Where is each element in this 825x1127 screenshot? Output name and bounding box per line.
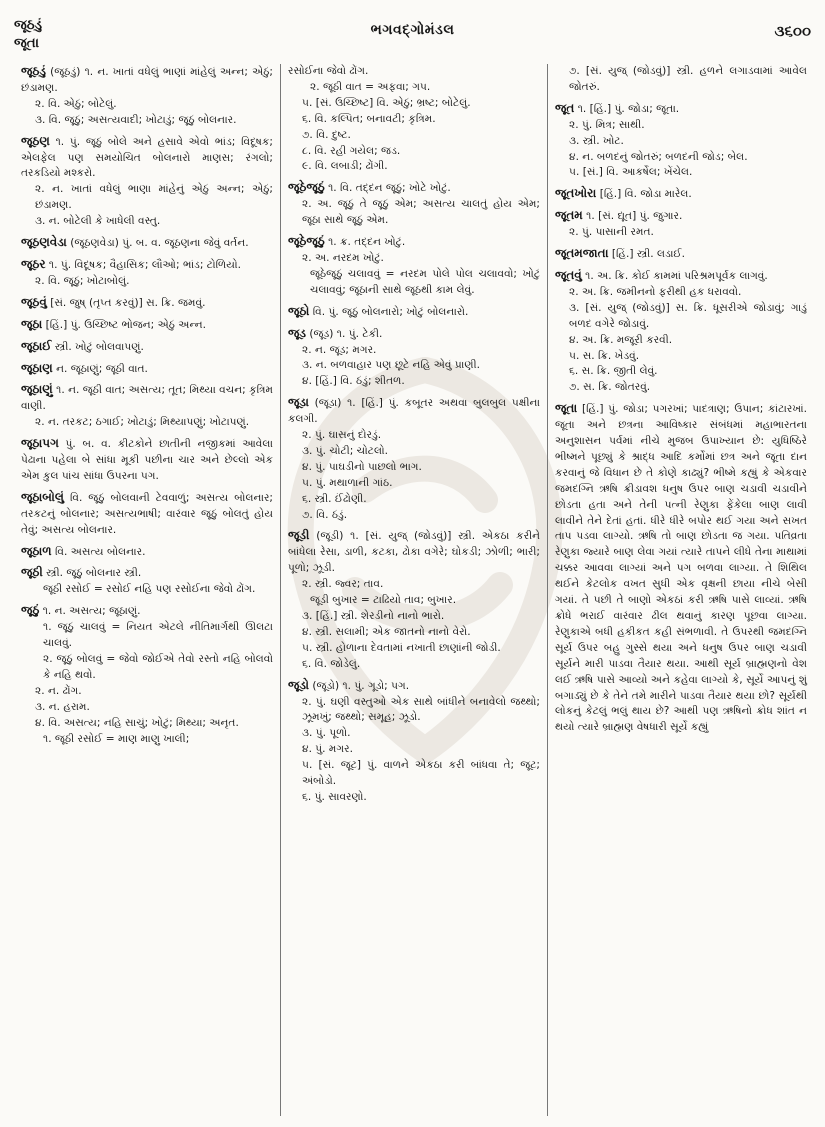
- entry-first-line: [555, 208, 807, 225]
- definition-text: ૪. ન. બળદનું જોતરું; બળદની જોડ; બેલ.: [569, 150, 748, 163]
- dictionary-entry: [21, 134, 273, 230]
- definition-text: [સં. જુષ્ (તૃપ્ત કરવું)] સ. ક્રિ. જમવું.: [50, 296, 206, 309]
- headword: જૂઠા: [21, 316, 43, 331]
- definition-text: ૭. સ. ક્રિ. જોતરવું.: [569, 381, 651, 394]
- entry-first-line: [21, 436, 273, 485]
- dictionary-entry: [21, 295, 273, 312]
- entry-first-line: [288, 395, 540, 428]
- definition-text: ૨. પું. ઘણી વસ્તુઓ એક સાથે બાંધીને બનાવેલો જથ્થો; ઝૂમખું; જથ્થો; સમૂહ; ઝૂડો.: [302, 695, 540, 724]
- definition-text: ૩. વિ. જૂઠું; અસત્યવાદી; ખોટાડું; જૂઠું બોલનાર.: [35, 113, 237, 126]
- definition-text: ૩. સ્ત્રી. ખોટ.: [569, 134, 624, 147]
- definition-text: સ્ત્રી. ખોટું બોલવાપણું.: [54, 340, 144, 353]
- entry-sense: [21, 182, 273, 214]
- dictionary-entry: [21, 490, 273, 539]
- definition-text: પું. બ. વ. કીટકોને છાતીની નજીકમાં આવેલા પેઢાના પહેલા બે સાંધા મૂકી પછીના ચાર અને છેલ્લો એક એમ કુલ પાંચ સાંધા ઉપરના પગ.: [21, 438, 274, 482]
- definition-text: ૨. પું. ઘાસનું દોરડું.: [302, 429, 382, 442]
- definition-text: (જૂડા) ૧. [હિં.] પું. કબૂતર અથવા બુલબુલ પક્ષીના કલગી.: [288, 397, 540, 426]
- headword: જૂઠી: [21, 565, 43, 580]
- headword: જૂઠણવેડા: [21, 235, 67, 250]
- dictionary-entry: [21, 339, 273, 356]
- entry-sense: [288, 144, 540, 160]
- entry-first-line: [21, 565, 273, 582]
- headword: જૂઠાણ: [21, 360, 53, 375]
- entry-first-line: [288, 678, 540, 695]
- running-title: ભગવદ્ગોમંડલ: [370, 22, 455, 38]
- definition-text: ૨. પું. પાસાની રમત.: [569, 226, 654, 239]
- definition-text: રસોઈના જેવો ઢોંગ.: [288, 65, 369, 77]
- dictionary-entry: [555, 208, 807, 241]
- entry-sense: [21, 214, 273, 230]
- page-header: [14, 8, 811, 54]
- entry-sense: [288, 508, 540, 524]
- definition-text: વિ. જૂઠું બોલવાની ટેવવાળું; અસત્ય બોલનાર; તરકટનું બોલનાર; અસત્યભાષી; વારંવાર જૂઠું બોલતું હોય તેવું; અસત્ય બોલનાર.: [21, 491, 273, 536]
- entry-sense: [288, 251, 540, 267]
- entry-sense: [21, 582, 273, 598]
- definition-text: ૩. પું. પૂળો.: [302, 727, 351, 740]
- definition-text: ૬. પું. સાવરણો.: [302, 790, 367, 803]
- dictionary-entry: [288, 234, 540, 299]
- definition-text: ૨. અ. જૂઠું તે જૂઠું એમ; અસત્ય ચાલતું હોય એમ; જૂઠા સાથે જૂઠું એમ.: [302, 198, 540, 227]
- entry-sense: [21, 274, 273, 290]
- dictionary-entry: [288, 326, 540, 391]
- definition-text: ૮. વિ. રહી ગયેલ; જડ.: [302, 144, 401, 157]
- headword: જૂઠાબોલું: [21, 489, 64, 504]
- definition-text: ૨. ન. જૂડ; મગર.: [302, 343, 377, 356]
- definition-text: ૨. વિ. જૂઠું; ખોટાબોલું.: [35, 274, 130, 287]
- definition-text: ૧. [હિં.] પું. જોડા; જૂતા.: [577, 102, 680, 115]
- entry-sense: [555, 301, 807, 333]
- dictionary-entry: [21, 382, 273, 431]
- definition-text: ૪. પું. પાઘડીનો પાછલો ભાગ.: [302, 460, 422, 473]
- entry-first-line: [288, 528, 540, 577]
- entry-sense: [288, 80, 540, 96]
- definition-text: ૩. ન. બળવાહાર પણ છૂટે નહિ એવું પ્રાણી.: [302, 359, 480, 372]
- entry-first-line: [555, 401, 807, 736]
- entry-first-line: [21, 295, 273, 312]
- entry-sense: [21, 700, 273, 716]
- entry-first-line: [21, 235, 273, 252]
- definition-text: ૨. અ. નરદમ ખોટું.: [302, 251, 384, 264]
- headword: જૂઠવું: [21, 294, 47, 309]
- headword: જૂડા: [288, 395, 309, 410]
- entry-sense: [288, 726, 540, 742]
- definition-text: ૭. વિ. દુષ્ટ.: [302, 128, 351, 141]
- entry-sense: [288, 128, 540, 144]
- entry-sense: [555, 118, 807, 134]
- definition-text: ૨. ન. તરકટ; ઠગાઈ; ખોટાડું; મિથ્યાપણું; ખોટાપણું.: [35, 416, 250, 429]
- dictionary-entry: [555, 246, 807, 263]
- entry-first-line: [288, 304, 540, 321]
- headword: જૂતા: [555, 401, 578, 416]
- entry-sense: [288, 476, 540, 492]
- dictionary-entry: [555, 268, 807, 396]
- definition-text: ૬. સ્ત્રી. ઈંઢોણી.: [302, 492, 367, 505]
- entry-first-line: [21, 603, 273, 620]
- headword: જૂતવું: [555, 267, 582, 282]
- entry-sense: [288, 593, 540, 609]
- headword: જૂતખોરા: [555, 186, 597, 201]
- guide-word-first: જૂઠડું: [14, 17, 43, 33]
- dictionary-entry: [288, 528, 540, 672]
- headword: જૂઠો: [288, 303, 310, 318]
- definition-text: ૨. જૂઠું બોલવું = જેવો જોઈએ તેવો રસ્તો નહિ બોલવો કે નહિ થવો.: [43, 653, 273, 681]
- definition-text: ૨. ન. ઢોંગ.: [35, 684, 82, 697]
- entry-sense: [21, 620, 273, 652]
- entry-first-line: [288, 326, 540, 343]
- definition-text: ૨. વિ. એઠું; બોટેલું.: [35, 97, 117, 110]
- definition-text: (જૂડી) ૧. [સં. યુજ્ (જોડવું)] સ્ત્રી. એકઠા કરીને બાંધેલા રેસા, ડાળી, કટકા, ઢોકા વગેરે; ઘોકડી; ઝોળી; ભારી; પૂળો; ઝૂડી.: [288, 530, 541, 575]
- entry-sense: [21, 415, 273, 431]
- definition-text: [હિં.] વિ. જોડા મારેલ.: [599, 188, 692, 201]
- definition-text: ૧. પું. વિદૂષક; વૈહાસિક; લૌઓ; ભાંડ; ટોળિયો.: [48, 258, 241, 271]
- entry-sense: [21, 716, 273, 732]
- column-3: [547, 64, 814, 1116]
- definition-text: ૩. ન. હરામ.: [35, 700, 90, 713]
- entry-sense: [288, 96, 540, 112]
- dictionary-entry: [21, 436, 273, 485]
- entry-sense: [288, 460, 540, 476]
- entry-sense: [555, 165, 807, 181]
- entry-sense: [21, 732, 273, 748]
- entry-sense: [555, 134, 807, 150]
- definition-text: ૨. જૂઠી વાત = અફવા; ગપ.: [310, 80, 431, 93]
- dictionary-entry: [555, 401, 807, 736]
- entry-sense: [288, 374, 540, 390]
- entry-sense: [288, 343, 540, 359]
- entry-sense: [288, 695, 540, 727]
- dictionary-entry: [288, 304, 540, 321]
- headword: જૂઠાપગ: [21, 436, 59, 451]
- definition-text: ૧. [સં. દ્યૂત] પું. જુગાર.: [586, 210, 683, 223]
- definition-text: ૨. ન. ખાતાં વધેલું ભાણા માંહેનું એઠું અન્ન; એઠું; છંડામણ.: [35, 183, 273, 212]
- dictionary-entry: [21, 361, 273, 378]
- headword: જૂઠેજૂઠું: [288, 234, 325, 249]
- entry-first-line: [21, 257, 273, 274]
- definition-text: (જૂડ) ૧. પું. ટેકી.: [309, 327, 383, 340]
- definition-text: ૨. પું. મિત્ર; સાથી.: [569, 118, 645, 131]
- definition-text: ૯. વિ. લબાડી; ઢોંગી.: [302, 160, 388, 173]
- headword: જૂઠણ: [21, 133, 50, 148]
- definition-text: (જૂઠણવેડા) પું. બ. વ. જૂઠણના જેવું વર્તન.: [70, 237, 249, 250]
- dictionary-entry: [21, 317, 273, 334]
- definition-text: ૩. ન. બોટેલી કે ખાધેલી વસ્તુ.: [35, 215, 161, 228]
- entry-first-line: [21, 490, 273, 539]
- entry-sense: [288, 641, 540, 657]
- entry-sense: [21, 684, 273, 700]
- definition-text: ૧. ક્ર. તદ્દન ખોટું.: [328, 236, 406, 249]
- entry-sense: [555, 333, 807, 349]
- entry-first-line: [288, 64, 540, 80]
- definition-text: વિ. પું. જૂઠું બોલનારો; ખોટું બોલનારો.: [312, 305, 469, 318]
- entry-sense: [555, 364, 807, 380]
- entry-sense: [288, 657, 540, 673]
- entry-sense: [288, 197, 540, 229]
- entry-first-line: [555, 186, 807, 203]
- column-1: [14, 64, 280, 1116]
- entry-first-line: [21, 382, 273, 415]
- definition-text: ૩. [સં. યુજ્ (જોડવું)] સ. ક્રિ. ધૂસરીએ જોડાવું; ગાડું બળદ વગેરે જોડાવું.: [569, 301, 807, 330]
- entry-first-line: [21, 317, 273, 334]
- dictionary-entry: [288, 180, 540, 229]
- definition-text: ૪. પું. મગર.: [302, 743, 353, 756]
- entry-first-line: [555, 101, 807, 118]
- dictionary-entry: [21, 64, 273, 129]
- entry-first-line: [21, 64, 273, 97]
- dictionary-entry: [288, 678, 540, 806]
- definition-text: ૫. સ્ત્રી. હોળાના દેવતામાં નખાતી છાણાંની જોડી.: [302, 641, 501, 654]
- definition-text: ૫. [સં. ઉચ્છિષ્ટ] વિ. એઠું; ભ્રષ્ટ; બોટેલું.: [302, 96, 471, 109]
- definition-text: જૂઠી રસોઈ = રસોઈ નહિ પણ રસોઈના જેવો ઢોંગ.: [43, 583, 256, 596]
- dictionary-entry: [21, 565, 273, 598]
- entry-sense: [288, 159, 540, 175]
- dictionary-entry: [288, 64, 540, 175]
- definition-text: ૬. વિ. જોડેલું.: [302, 657, 361, 670]
- entry-sense: [288, 492, 540, 508]
- headword: જૂઠાણું: [21, 382, 53, 397]
- entry-sense: [288, 267, 540, 299]
- entry-sense: [555, 349, 807, 365]
- definition-text: ૧. જૂઠું ચાલવું = નિયત એટલે નીતિમાર્ગથી ઊલટા ચાલવું.: [43, 621, 273, 650]
- definition-text: [હિં.] પું. ઉચ્છિષ્ટ ભોજન; એઠું અન્ન.: [45, 318, 207, 331]
- definition-text: ૧. પું. જૂઠું બોલે અને હસાવે એવો ભાંડ; વિદૂષક; એલફેલ પણ સમયોચિત બોલનારો માણસ; રંગલો; તરકડિયો મશ્કરો.: [21, 135, 273, 180]
- page-number: ૩૬૦૦: [774, 22, 811, 40]
- definition-text: ન. જૂઠાણું; જૂઠી વાત.: [56, 362, 148, 375]
- entry-first-line: [555, 64, 807, 96]
- dictionary-entry: [21, 603, 273, 747]
- definition-text: વિ. અસત્ય બોલનાર.: [55, 545, 146, 558]
- definition-text: ૫. પું. મથાળાની ગાંઠ.: [302, 476, 393, 489]
- definition-text: ૩. પું. ચોટી; ચોટલો.: [302, 444, 388, 457]
- headword: જૂઠાઈ: [21, 338, 52, 353]
- entry-sense: [288, 609, 540, 625]
- definition-text: ૧. અ. ક્રિ. કોઈ કામમાં પરિશ્રમપૂર્વક લાગવું.: [585, 269, 768, 282]
- definition-text: ૩. [હિં.] સ્ત્રી. શેરડીનો નાનો ભારો.: [302, 610, 445, 622]
- definition-text: [હિં.] સ્ત્રી. લડાઈ.: [611, 248, 685, 261]
- entry-first-line: [288, 180, 540, 197]
- headword: જૂઠડું: [21, 64, 46, 78]
- entry-sense: [555, 150, 807, 166]
- definition-text: ૭. વિ. ઠંડું.: [302, 508, 348, 521]
- entry-first-line: [21, 134, 273, 183]
- definition-text: ૬. સ. ક્રિ. જીતી લેવું.: [569, 365, 658, 378]
- dictionary-entry: [555, 101, 807, 182]
- definition-text: ૧. જૂઠી રસોઈ = માણ માણુ ખાલી;: [43, 732, 190, 745]
- entry-first-line: [21, 339, 273, 356]
- dictionary-columns: [14, 64, 814, 1116]
- headword: જૂઠર: [21, 256, 46, 271]
- definition-text: (જૂઠડું) ૧. ન. ખાતાં વધેલું ભાણાં માંહેલું અન્ન; એઠું; છંડામણ.: [21, 66, 273, 94]
- headword: જૂત: [555, 100, 575, 115]
- entry-first-line: [21, 544, 273, 561]
- dictionary-entry: [288, 395, 540, 523]
- definition-text: જૂઠેજૂઠું ચલાવવું = નરદમ પોલે પોલ ચલાવવો; ખોટું ચલાવવું; જૂઠાની સાથે જૂઠથી કામ લેવું.: [310, 267, 540, 296]
- entry-first-line: [555, 268, 807, 285]
- definition-text: સ્ત્રી. જૂઠું બોલનાર સ્ત્રી.: [46, 567, 142, 580]
- dictionary-entry: [21, 544, 273, 561]
- dictionary-entry: [555, 64, 807, 96]
- headword: જૂઠાળ: [21, 543, 52, 558]
- headword: જૂતમજાતા: [555, 246, 609, 261]
- headword: જૂઠું: [21, 603, 40, 618]
- dictionary-entry: [21, 257, 273, 290]
- entry-sense: [288, 358, 540, 374]
- entry-sense: [21, 97, 273, 113]
- entry-sense: [288, 758, 540, 790]
- definition-text: ૫. [સં. જૂટ] પું. વાળને એકઠા કરી બાંધવા તે; જૂટ; અંબોડો.: [302, 759, 540, 788]
- entry-first-line: [21, 361, 273, 378]
- column-2: [280, 64, 547, 1116]
- definition-text: ૨. સ્ત્રી. જ્વર; તાવ.: [302, 578, 384, 591]
- definition-text: ૫. સ. ક્રિ. ખેડવું.: [569, 349, 640, 362]
- definition-text: ૭. [સં. યુજ્ (જોડવું)] સ્ત્રી. હળને લગાડવામાં આવેલ જોતરું.: [569, 65, 807, 93]
- entry-sense: [288, 790, 540, 806]
- definition-text: ૧. વિ. તદ્દન જૂઠું; ખોટે ખોટું.: [328, 182, 451, 195]
- entry-sense: [288, 742, 540, 758]
- entry-sense: [288, 577, 540, 593]
- headword: જૂતમ: [555, 208, 583, 223]
- definition-text: ૧. ન. જૂઠી વાત; અસત્ય; તૂત; મિથ્યા વચન; કૃત્રિમ વાણી.: [21, 384, 273, 413]
- definition-text: ૧. ન. અસત્ય; જૂઠાણું.: [42, 605, 141, 618]
- definition-text: ૪. [હિં.] વિ. ઠંડું; શીતળ.: [302, 375, 405, 388]
- dictionary-entry: [21, 235, 273, 252]
- definition-text: ૪. સ્ત્રી. સલામી; એક જાતનો નાનો વેરો.: [302, 625, 471, 638]
- entry-sense: [21, 652, 273, 684]
- definition-text: ૨. અ. ક્રિ. જમીનનો ફરીથી હક ધરાવવો.: [569, 285, 742, 298]
- dictionary-entry: [555, 186, 807, 203]
- definition-text: ૫. [સં.] વિ. આકર્ષેલ; ખેંચેલ.: [569, 166, 693, 179]
- entry-sense: [288, 112, 540, 128]
- entry-sense: [555, 225, 807, 241]
- headword: જૂડ: [288, 325, 306, 340]
- definition-text: [હિં.] પું. જોડા; પગરખાં; પાદત્રાણ; ઉપાન; કાંટારખાં. જૂતા અને છત્રના આવિષ્કાર સંબંધમાં મહાભારતના અનુશાસન પર્વમાં નીચે મુજબ ઉપાખ્યાન છે: યુધિષ્ઠિરે ભીષ્મને પૂછ્યું કે શ્રાદ્ધ આદિ કર્મોમાં છત્ર અને જૂતા દાન કરવાનું જે વિધાન છે તે કોણે કાઢ્યું? ભીષ્મે કહ્યું કે એકવાર જમદગ્નિ ઋષિ ક્રીડાવશ ધનુષ ઉપર બાણ ચડાવી ચડાવીને છોડતા હતા અને તેની પત્ની રેણુકા ફેંકેલા બાણ લાવી લાવીને તેને દેતાં હતાં. ધીરે ધીરે બપોર થઈ ગયા અને સખત તાપ પડવા લાગ્યો. ઋષિ તો બાણ છોડતા જ ગયા. પતિવ્રતા રેણુકા જ્યારે બાણ લેવા ગયાં ત્યારે તાપને લીધે તેના માથામાં ચક્કર આવવા લાગ્યાં અને પગ બળવા લાગ્યા. તે શિથિલ થઈને કેટલોક વખત સુધી એક વૃક્ષની છાયા નીચે બેસી ગયાં. તે પછી તે બાણો એકઠાં કરી ઋષિ પાસે લાવ્યાં. ઋષિ ક્રોધે ભરાઈ વારંવાર ઢીલ થવાનું કારણ પૂછવા લાગ્યા. રેણુકાએ બધી હકીકત કહી સંભળાવી. તે ઉપરથી જમદગ્નિ સૂર્ય ઉપર બહુ ગુસ્સે થયા અને ધનુષ ઉપર બાણ ચડાવી સૂર્યને મારી પાડવા તૈયાર થયા. આથી સૂર્ય બ્રાહ્મણનો વેશ લઈ ઋષિ પાસે આવ્યો અને કહેવા લાગ્યો કે, સૂર્યે આપનું શું બગાડ્યું છે કે તેને તમે મારીને પાડવા તૈયાર થયા છો? સૂર્યથી લોકનું કેટલું ભલું થાય છે? આથી પણ ઋષિનો ક્રોધ શાંત ન થયો ત્યારે બ્રાહ્મણ વેષધારી સૂર્યે કહ્યું: [555, 403, 807, 734]
- entry-sense: [555, 285, 807, 301]
- definition-text: ૪. અ. ક્રિ. મજૂરી કરવી.: [569, 333, 673, 346]
- definition-text: ૬. વિ. કલ્પિત; બનાવટી; કૃત્રિમ.: [302, 112, 436, 125]
- headword: જૂઠેજૂઠું: [288, 180, 325, 195]
- definition-text: જૂડી બુખાર = ટાઢિયો તાવ; બુખાર.: [310, 594, 457, 607]
- entry-first-line: [288, 234, 540, 251]
- entry-first-line: [555, 246, 807, 263]
- entry-sense: [555, 380, 807, 396]
- definition-text: (જૂડો) ૧. પું. ગૂડો; પગ.: [312, 679, 410, 692]
- entry-sense: [288, 428, 540, 444]
- guide-word-last: જૂતા: [14, 35, 40, 51]
- headword: જૂડી: [288, 528, 310, 543]
- headword: જૂડો: [288, 677, 309, 692]
- entry-sense: [288, 444, 540, 460]
- entry-sense: [21, 113, 273, 129]
- entry-sense: [288, 625, 540, 641]
- definition-text: ૪. વિ. અસત્ય; નહિ સાચું; ખોટું; મિથ્યા; અનૃત.: [35, 716, 239, 729]
